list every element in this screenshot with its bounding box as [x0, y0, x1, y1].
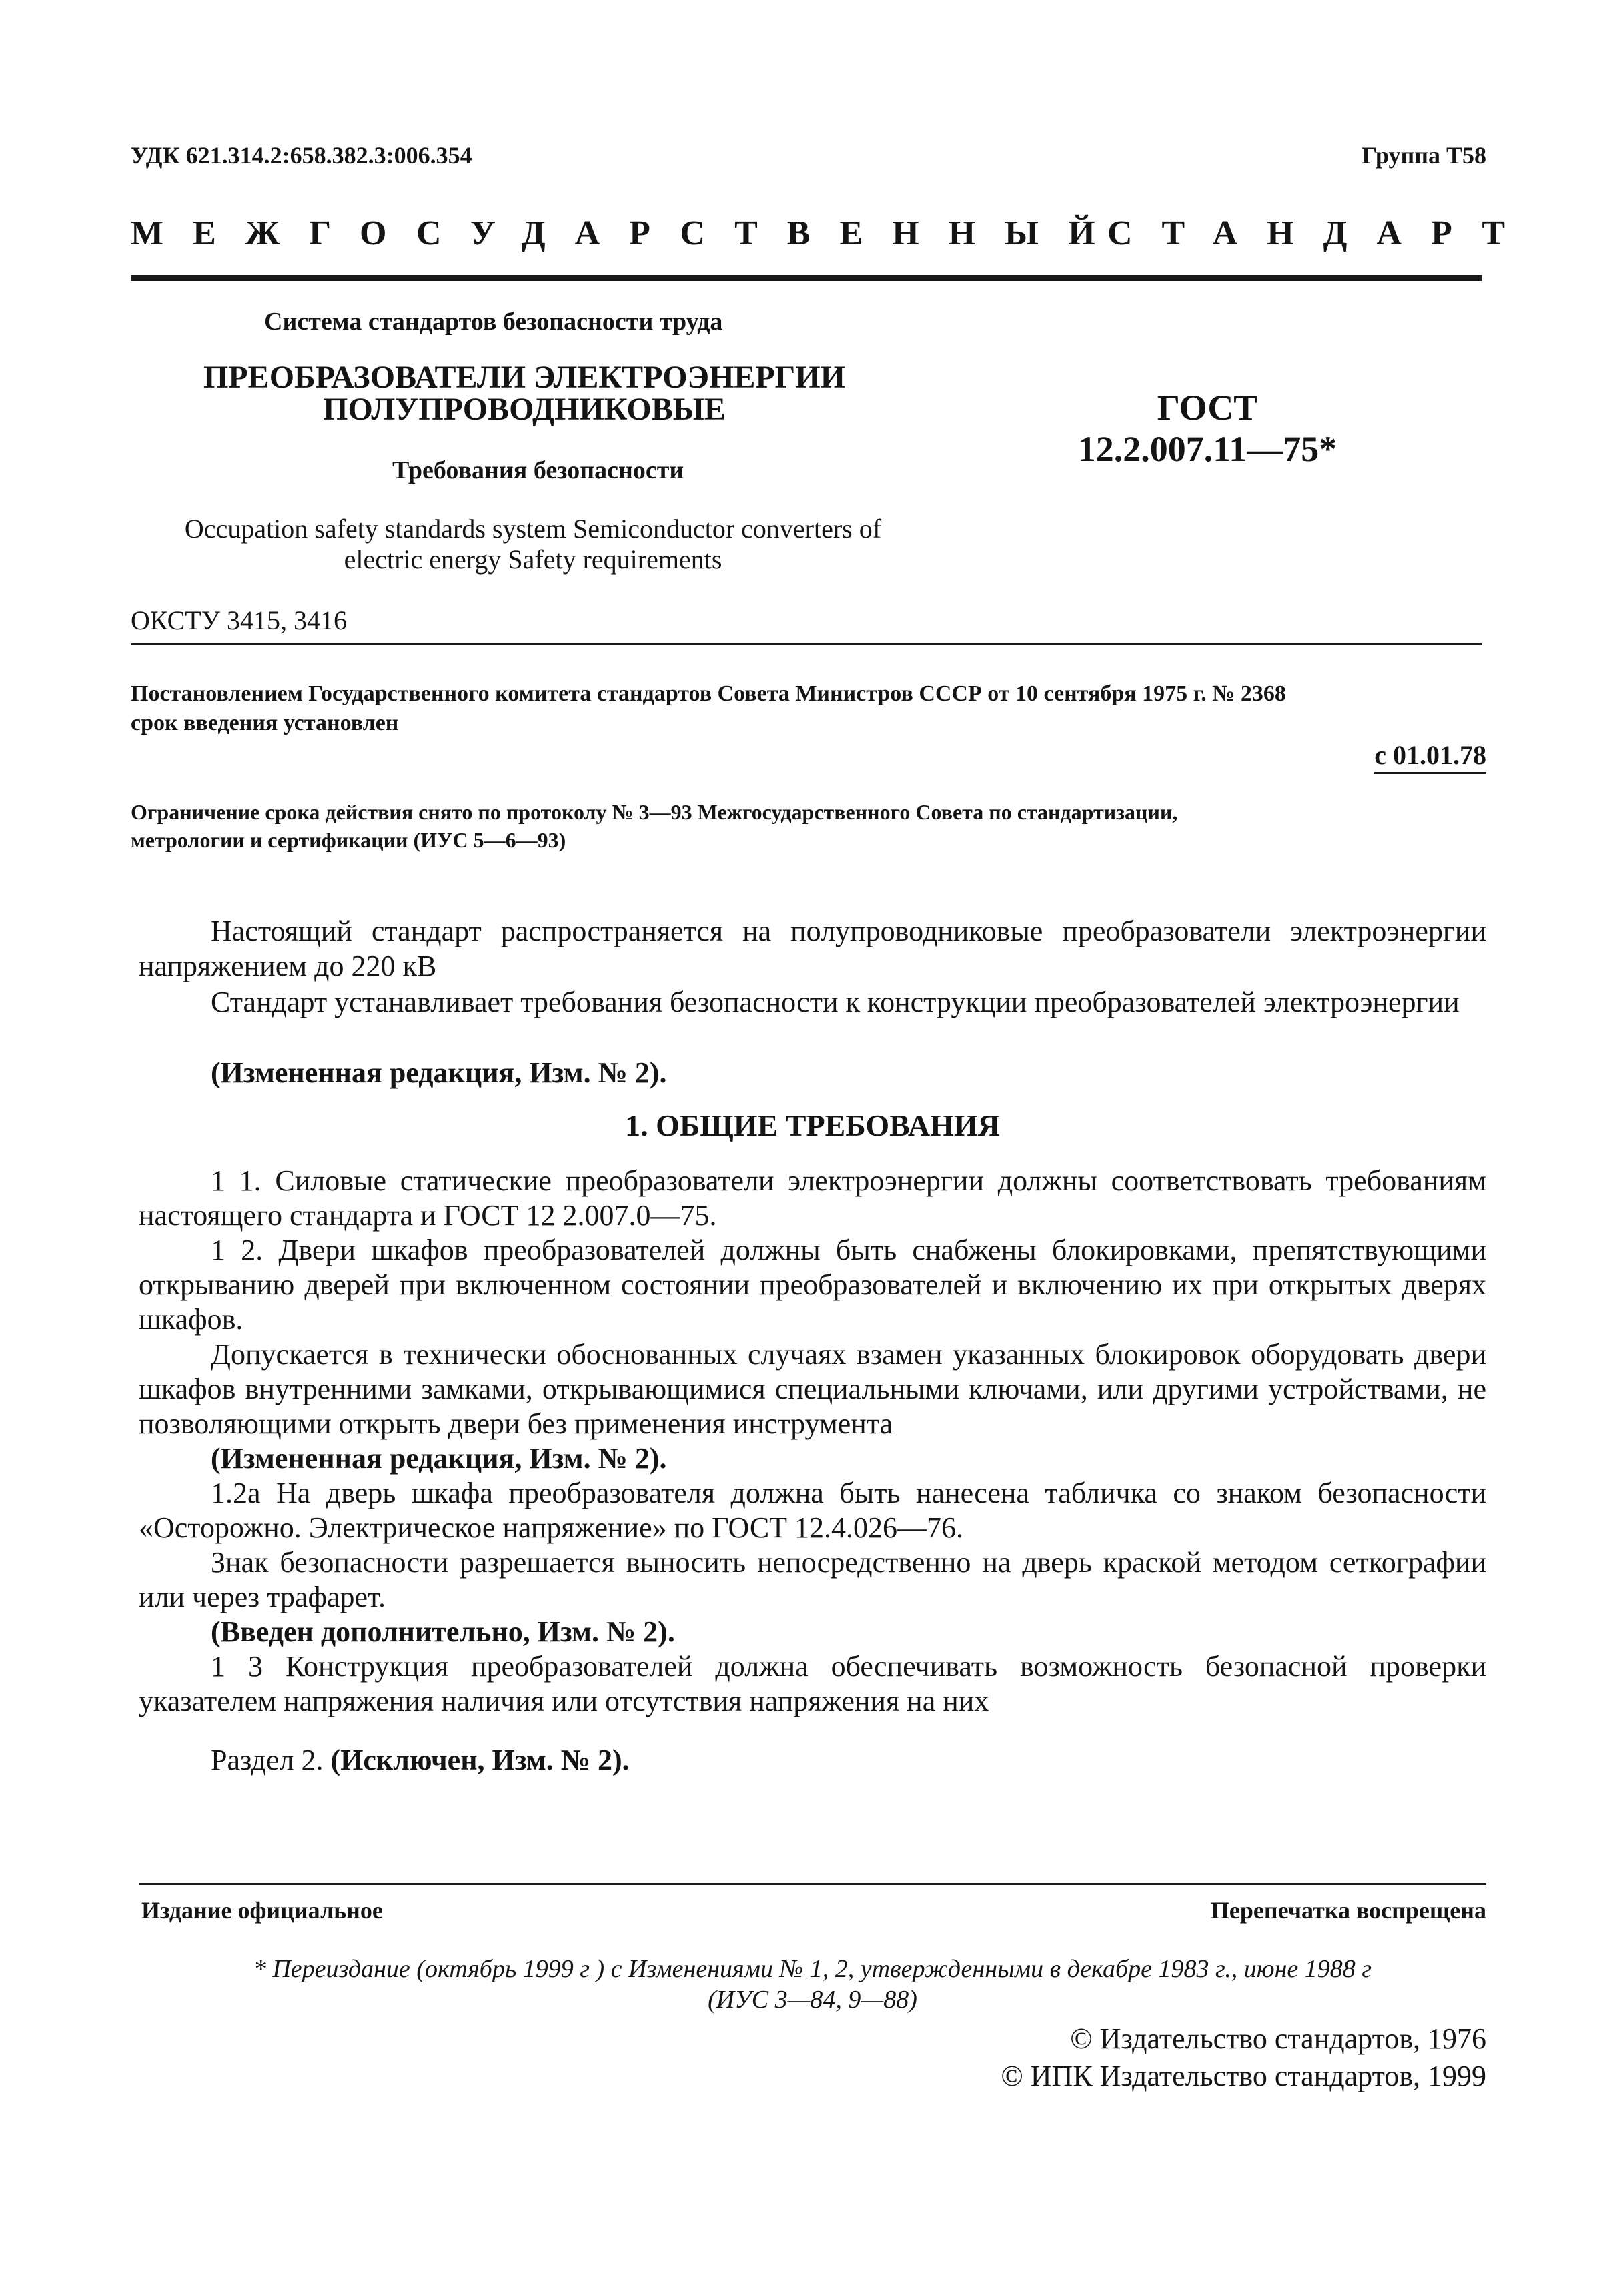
- title-block-rule: [131, 643, 1482, 645]
- restriction-text: [131, 798, 1177, 854]
- document-subtitle: Требования безопасности: [392, 456, 684, 484]
- english-title-line2: electric energy Safety requirements: [344, 544, 722, 575]
- intro-paragraph-2: Стандарт устанавливает требования безопасности к конструкции преобразователей электроэнергии: [211, 986, 1460, 1018]
- official-edition: Издание официальное: [141, 1897, 383, 1924]
- restriction-line2: метрологии и сертификации (ИУС 5—6—93): [131, 828, 566, 852]
- clause-1-1: 1 1. Силовые статические преобразователи электроэнергии должны соответствовать требованиям настоящего стандарта и ГОСТ 12 2.007.0—75.: [139, 1164, 1486, 1232]
- header-thick-rule: [131, 275, 1482, 281]
- document-title-line1: ПРЕОБРАЗОВАТЕЛИ ЭЛЕКТРОЭНЕРГИИ: [203, 360, 845, 395]
- clause-1-3: 1 3 Конструкция преобразователей должна обеспечивать возможность безопасной проверки указателем напряжения наличия или отсутствия напряжения на них: [139, 1650, 1486, 1717]
- copyright-block: [1001, 2020, 1486, 2095]
- gost-designation: [1041, 387, 1374, 470]
- english-title: [157, 514, 909, 575]
- decree-text: [131, 679, 1286, 738]
- reissue-note: [139, 1954, 1486, 2015]
- document-title: [157, 362, 891, 426]
- clause-1-2a-sign: Знак безопасности разрешается выносить непосредственно на дверь краской методом сеткографии или через трафарет.: [139, 1546, 1486, 1613]
- restriction-line1: Ограничение срока действия снято по протоколу № 3—93 Межгосударственного Совета по стандартизации,: [131, 800, 1178, 824]
- okstu-code: ОКСТУ 3415, 3416: [131, 605, 348, 635]
- effective-date: с 01.01.78: [1374, 739, 1486, 774]
- group-code: Группа Т58: [1362, 142, 1486, 169]
- udk-code: УДК 621.314.2:658.382.3:006.354: [131, 142, 472, 169]
- reprint-prohibited: Перепечатка воспрещена: [1210, 1897, 1486, 1924]
- gost-label: ГОСТ: [1157, 388, 1258, 428]
- copyright-1976: © Издательство стандартов, 1976: [1070, 2022, 1486, 2055]
- section-2-excluded: (Исключен, Изм. № 2).: [330, 1744, 630, 1776]
- amendment-note-2: (Измененная редакция, Изм. № 2).: [211, 1442, 667, 1475]
- section-1-heading: 1. ОБЩИЕ ТРЕБОВАНИЯ: [625, 1108, 1000, 1142]
- system-title: Система стандартов безопасности труда: [264, 308, 723, 336]
- section-2-note: [211, 1743, 630, 1777]
- banner-right: СТАНДАРТ: [1107, 214, 1535, 252]
- english-title-line1: Occupation safety standards system Semiconductor converters of: [184, 514, 882, 544]
- document-title-line2: ПОЛУПРОВОДНИКОВЫЕ: [323, 392, 726, 427]
- intro-paragraph-1: Настоящий стандарт распространяется на полупроводниковые преобразователи электроэнергии напряжением до 220 кВ: [139, 915, 1486, 982]
- footer-rule: [139, 1883, 1486, 1885]
- amendment-note-3: (Введен дополнительно, Изм. № 2).: [211, 1615, 675, 1648]
- decree-line2: срок введения установлен: [131, 711, 399, 735]
- gost-number: 12.2.007.11—75*: [1077, 429, 1337, 469]
- clause-1-2-allowance: Допускается в технически обоснованных случаях взамен указанных блокировок оборудовать двери шкафов внутренними замками, открывающимися специальными ключами, или другими устройствами, не позволяющими открыть двери без применения инструмента: [139, 1338, 1486, 1440]
- clause-1-2: 1 2. Двери шкафов преобразователей должны быть снабжены блокировками, препятствующими открыванию дверей при включенном состоянии преобразователей и включению их при открытых дверях шкафов.: [139, 1234, 1486, 1336]
- reissue-line2: (ИУС 3—84, 9—88): [708, 1986, 917, 2014]
- copyright-1999: © ИПК Издательство стандартов, 1999: [1001, 2060, 1486, 2092]
- decree-line1: Постановлением Государственного комитета стандартов Совета Министров СССР от 10 сентября 1975 г. № 2368: [131, 681, 1286, 706]
- section-2-prefix: Раздел 2.: [211, 1744, 324, 1776]
- banner-left: МЕЖГОСУДАРСТВЕННЫЙ: [131, 214, 1125, 252]
- reissue-line1: * Переиздание (октябрь 1999 г ) с Изменениями № 1, 2, утвержденными в декабре 1983 г., июне 1988 г: [253, 1955, 1372, 1983]
- amendment-note-1: (Измененная редакция, Изм. № 2).: [211, 1056, 667, 1089]
- clause-1-2a: 1.2а На дверь шкафа преобразователя должна быть нанесена табличка со знаком безопасности «Осторожно. Электрическое напряжение» по ГОСТ 12.4.026—76.: [139, 1477, 1486, 1544]
